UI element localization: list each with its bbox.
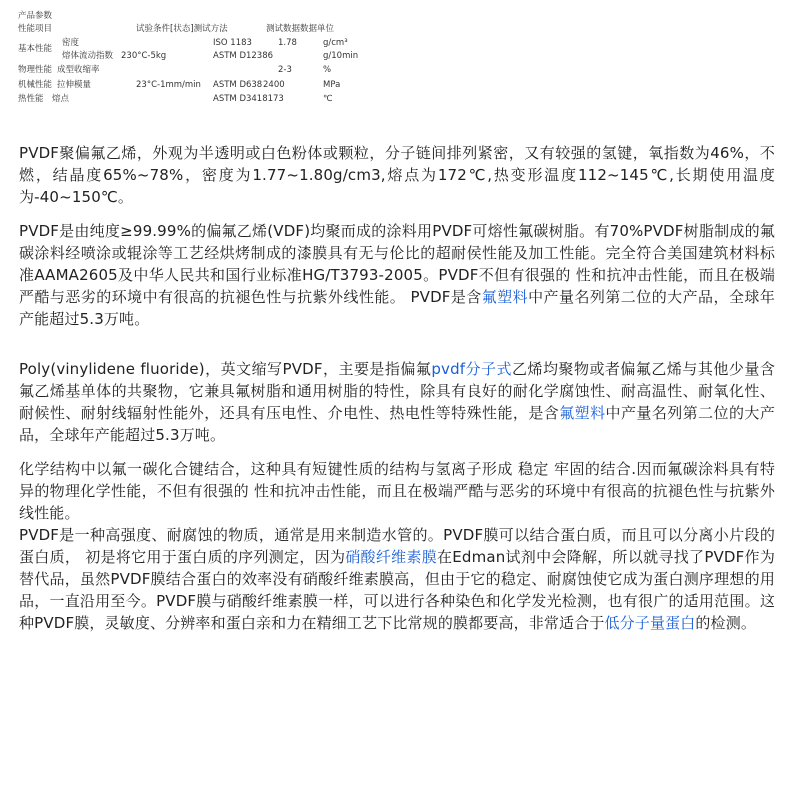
spec-unit: g/cm³ [323,38,348,48]
article-body [19,142,775,646]
spec-value: 1.78 [278,38,297,48]
spec-item: 密度 [62,38,80,48]
text-segment: Poly(vinylidene fluoride)，英文缩写PVDF，主要是指偏氟 [19,360,432,378]
text-segment: 中产量名列第二位的大产品，全球年产能超过5.3万吨。 [19,404,776,444]
link-low-molecular-protein[interactable]: 低分子量蛋白 [604,614,696,632]
spec-method: ISO 1183 [213,38,252,48]
paragraph-pvdf-resin [19,220,775,330]
text-segment: 的检测。 [695,614,757,632]
spec-table [18,8,398,123]
spec-group: 物理性能 [18,65,53,75]
spec-group: 基本性能 [18,44,53,54]
link-fluoroplastic[interactable]: 氟塑料 [481,288,529,306]
spec-condition: 23°C-1mm/min [136,80,201,90]
spec-method: ASTM D12386 [213,51,274,61]
text-segment: PVDF是一种高强度、耐腐蚀的物质，通常是用来制造水管的。PVDF膜可以结合蛋白质，而且可以分离小片段的蛋白质， 初是将它用于蛋白质的序列测定，因为 [19,526,775,566]
spec-item: 熔点 [52,94,70,104]
paragraph-pvdf-membrane [19,524,775,634]
text-segment: 中产量名列第二位的大产品，全球年产能超过5.3万吨。 [19,288,776,328]
text-segment: PVDF是由纯度≥99.99%的偏氟乙烯(VDF)均聚而成的涂料用PVDF可熔性氟碳树脂。有70%PVDF树脂制成的氟碳涂料经喷涂或辊涂等工艺经烘烤制成的漆膜具有无与伦比的超耐侯性能及加工性能。完全符合美国建筑材料标准AAMA2605及中华人民共和国行业标准HG/T3793-2005。PVDF不但有很强的 性和抗冲击性能，而且在极端严酷与恶劣的环境中有很高的抗褪色性与抗紫外线性能。 PVDF是含 [19,222,775,306]
spec-header-item: 性能项目 [18,24,53,34]
spec-title: 产品参数 [18,11,53,21]
paragraph-gap [19,342,775,358]
spec-method: ASTM D3418173 [213,94,284,104]
text-segment: 在Edman试剂中会降解，所以就寻找了PVDF作为替代品，虽然PVDF膜结合蛋白的效率没有硝酸纤维素膜高，但由于它的稳定、耐腐蚀使它成为蛋白测序理想的用品，一直沿用至今。PVDF膜与硝酸纤维素膜一样，可以进行各种染色和化学发光检测，也有很广的适用范围。这种PVDF膜，灵敏度、分辨率和蛋白亲和力在精细工艺下比常规的膜都要高，非常适合于 [19,548,775,632]
spec-header-data: 测试数据数据单位 [266,24,335,34]
spec-group: 机械性能 [18,80,53,90]
spec-method: ASTM D638 [213,80,263,90]
spec-item: 拉伸模量 [57,80,92,90]
paragraph-chemical-structure: 化学结构中以氟一碳化合键结合，这种具有短键性质的结构与氢离子形成 稳定 牢固的结合.因而氟碳涂料具有特异的物理化学性能，不但有很强的 性和抗冲击性能，而且在极端严酷与恶劣的环境中有很高的抗褪色性与抗紫外线性能。 [19,460,775,522]
spec-unit: % [323,65,332,75]
spec-item: 成型收缩率 [57,65,100,75]
spec-unit: MPa [323,80,341,90]
link-pvdf-formula[interactable]: pvdf分子式 [431,360,512,378]
link-nitrocellulose-membrane[interactable]: 硝酸纤维素膜 [345,548,437,566]
spec-unit: g/10min [323,51,359,61]
link-fluoroplastic[interactable]: 氟塑料 [559,404,606,422]
paragraph-pvdf-properties: PVDF聚偏氟乙烯，外观为半透明或白色粉体或颗粒，分子链间排列紧密，又有较强的氢键，氧指数为46%，不燃，结晶度65%~78%，密度为1.77~1.80g/cm3,熔点为172℃,热变形温度112~145℃,长期使用温度为-40~150℃。 [19,144,775,206]
text-segment: 乙烯均聚物或者偏氟乙烯与其他少量含氟乙烯基单体的共聚物，它兼具氟树脂和通用树脂的特性，除具有良好的耐化学腐蚀性、耐高温性、耐氧化性、耐候性、耐射线辐射性能外，还具有压电性、介电性、热电性等特殊性能，是含 [19,360,775,422]
spec-value: 2-3 [278,65,292,75]
spec-unit: ℃ [323,94,333,104]
spec-item: 熔体流动指数 [62,51,114,61]
spec-header-condition: 试验条件[状态]测试方法 [136,24,228,34]
spec-group: 热性能 [18,94,44,104]
spec-value: 2400 [263,80,285,90]
paragraph-poly-vinylidene [19,358,775,446]
spec-condition: 230°C-5kg [121,51,167,61]
